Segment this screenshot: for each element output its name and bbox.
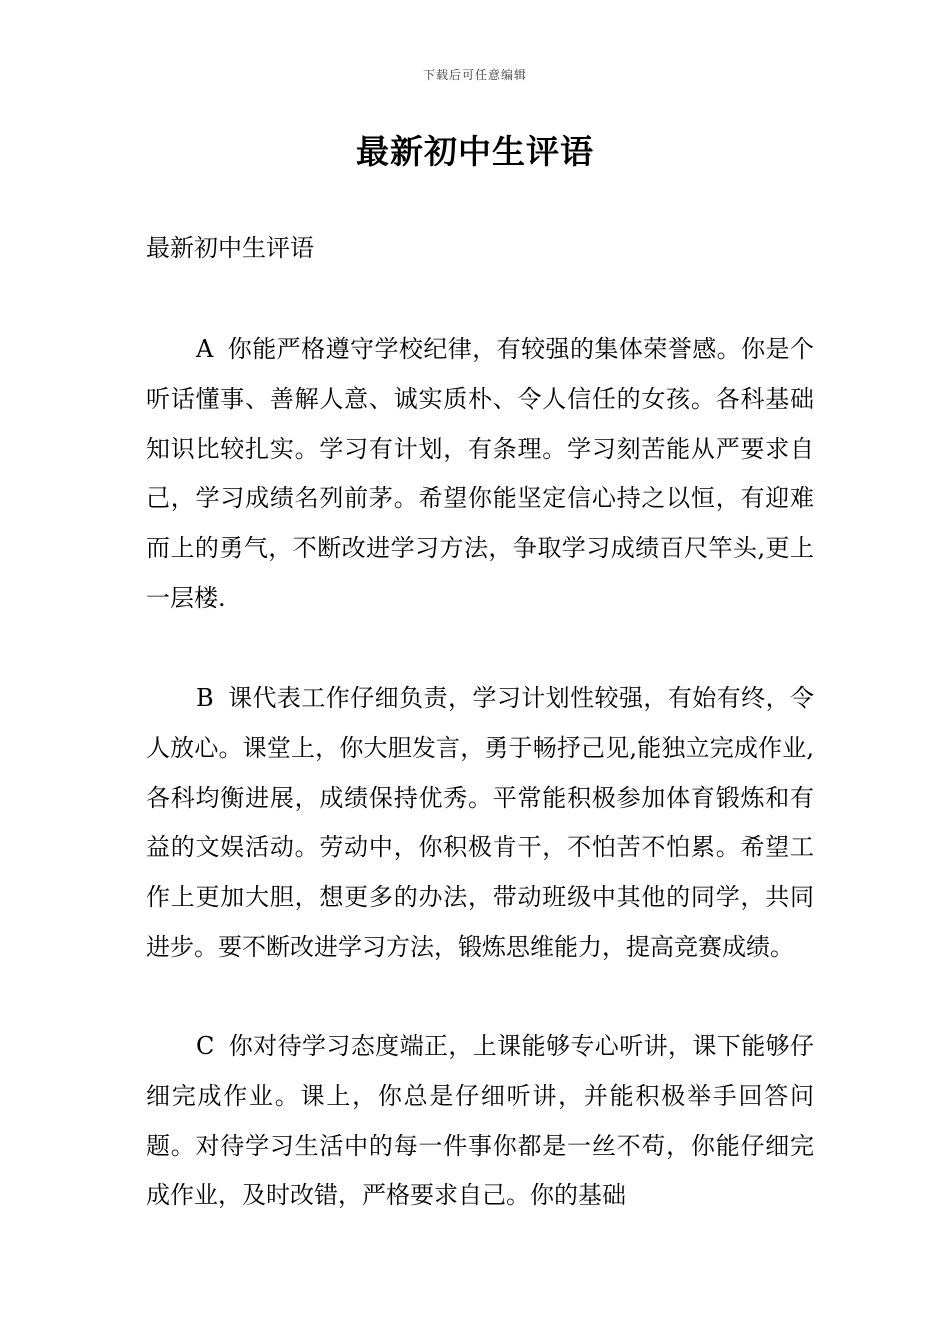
paragraph-label: B [196,684,214,712]
paragraph-b [146,674,814,973]
paragraph-label: C [196,1032,215,1060]
paragraph-text: 课代表工作仔细负责，学习计划性较强，有始有终，令人放心。课堂上，你大胆发言，勇于畅抒己见,能独立完成作业,各科均衡进展，成绩保持优秀。平常能积极参加体育锻炼和有益的文娱活动。劳动中，你积极肯干，不怕苦不怕累。希望工作上更加大胆，想更多的办法，带动班级中其他的同学，共同进步。要不断改进学习方法，锻炼思维能力，提高竞赛成绩。 [146,684,814,961]
paragraph-label: A [196,335,214,363]
paragraph-text: 你对待学习态度端正，上课能够专心听讲，课下能够仔细完成作业。课上，你总是仔细听讲，并能积极举手回答问题。对待学习生活中的每一件事你都是一丝不苟，你能仔细完成作业，及时改错，严格要求自己。你的基础 [146,1032,814,1210]
document-subtitle: 最新初中生评语 [146,234,314,262]
paragraph-c [146,1022,814,1221]
paragraph-text: 你能严格遵守学校纪律，有较强的集体荣誉感。你是个听话懂事、善解人意、诚实质朴、令人信任的女孩。各科基础知识比较扎实。学习有计划，有条理。学习刻苦能从严要求自己，学习成绩名列前茅。希望你能坚定信心持之以恒，有迎难而上的勇气，不断改进学习方法，争取学习成绩百尺竿头,更上一层楼. [146,335,814,612]
header-note: 下载后可任意编辑 [422,68,527,82]
paragraph-a [146,325,814,624]
page-title: 最新初中生评语 [356,132,594,171]
